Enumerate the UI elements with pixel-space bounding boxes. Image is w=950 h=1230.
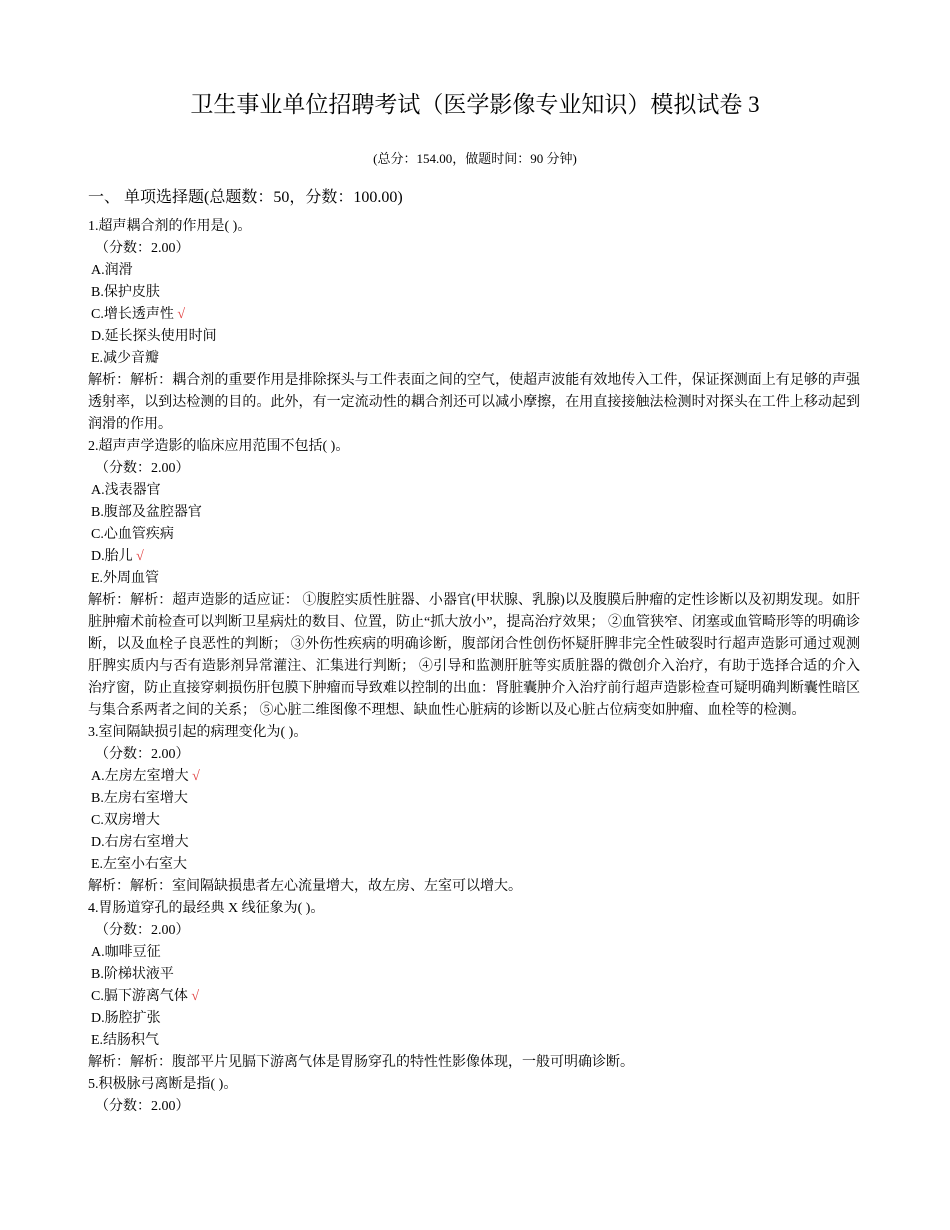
question-score: （分数：2.00） <box>95 241 190 256</box>
question-list <box>88 216 860 1118</box>
option <box>88 810 860 832</box>
question-analysis: 解析：解析：腹部平片见膈下游离气体是胃肠穿孔的特性性影像体现，一般可明确诊断。 <box>88 1055 634 1070</box>
option <box>88 282 860 304</box>
question-score: （分数：2.00） <box>95 1099 190 1114</box>
question-analysis: 解析：解析：室间隔缺损患者左心流量增大，故左房、左室可以增大。 <box>88 879 522 894</box>
option-correct <box>88 304 860 326</box>
option-label: E.外周血管 <box>91 571 160 586</box>
option-label: D.胎儿 <box>91 549 133 564</box>
check-mark-icon: √ <box>177 307 186 322</box>
option-label: C.心血管疾病 <box>91 527 174 542</box>
check-mark-icon: √ <box>191 989 200 1004</box>
option-label: A.润滑 <box>91 263 133 278</box>
option <box>88 326 860 348</box>
option <box>88 480 860 502</box>
question-3 <box>88 722 860 898</box>
option-label: B.腹部及盆腔器官 <box>91 505 202 520</box>
question-5 <box>88 1074 860 1118</box>
option-label: A.左房左室增大 <box>91 769 189 784</box>
option-label: A.咖啡豆征 <box>91 945 161 960</box>
option <box>88 348 860 370</box>
option-label: D.延长探头使用时间 <box>91 329 217 344</box>
option-label: D.肠腔扩张 <box>91 1011 161 1026</box>
option-correct <box>88 766 860 788</box>
question-score: （分数：2.00） <box>95 923 190 938</box>
option-label: C.增长透声性 <box>91 307 174 322</box>
option <box>88 942 860 964</box>
question-stem: 5.积极脉弓离断是指( )。 <box>88 1077 238 1092</box>
page-title: 卫生事业单位招聘考试（医学影像专业知识）模拟试卷 3 <box>190 92 760 117</box>
question-stem: 1.超声耦合剂的作用是( )。 <box>88 219 252 234</box>
section-heading: 一、 单项选择题(总题数：50，分数：100.00) <box>88 189 403 206</box>
option-label: B.阶梯状液平 <box>91 967 174 982</box>
option <box>88 1030 860 1052</box>
question-analysis: 解析：解析：耦合剂的重要作用是排除探头与工件表面之间的空气，使超声波能有效地传入工件，保证探测面上有足够的声强透射率，以到达检测的目的。此外，有一定流动性的耦合剂还可以减小摩擦，在用直接接触法检测时对探头在工件上移动起到润滑的作用。 <box>88 373 860 432</box>
option-correct <box>88 986 860 1008</box>
option-label: E.左室小右室大 <box>91 857 188 872</box>
option-correct <box>88 546 860 568</box>
option-label: C.双房增大 <box>91 813 160 828</box>
question-stem: 2.超声声学造影的临床应用范围不包括( )。 <box>88 439 350 454</box>
question-analysis: 解析：解析：超声造影的适应证： ①腹腔实质性脏器、小器官(甲状腺、乳腺)以及腹膜后肿瘤的定性诊断以及初期发现。如肝脏肿瘤术前检查可以判断卫星病灶的数目、位置，防止“抓大放小”，提高治疗效果； ②血管狭窄、闭塞或血管畸形等的明确诊断，以及血栓子良恶性的判断； ③外伤性疾病的明确诊断，腹部闭合性创伤怀疑肝脾非完全性破裂时行超声造影可通过观测肝脾实质内与否有造影剂异常灌注、汇集进行判断； ④引导和监测肝脏等实质脏器的微创介入治疗，有助于选择合适的介入治疗窗，防止直接穿刺损伤肝包膜下肿瘤而导致难以控制的出血：肾脏囊肿介入治疗前行超声造影检查可疑明确判断囊性暗区与集合系两者之间的关系； ⑤心脏二维图像不理想、缺血性心脏病的诊断以及心脏占位病变如肿瘤、血栓等的检测。 <box>88 593 860 718</box>
option-label: B.保护皮肤 <box>91 285 160 300</box>
question-4 <box>88 898 860 1074</box>
question-stem: 4.胃肠道穿孔的最经典 X 线征象为( )。 <box>88 901 325 916</box>
question-stem: 3.室间隔缺损引起的病理变化为( )。 <box>88 725 308 740</box>
check-mark-icon: √ <box>136 549 144 564</box>
question-1 <box>88 216 860 436</box>
option <box>88 502 860 524</box>
question-score: （分数：2.00） <box>95 747 190 762</box>
question-2 <box>88 436 860 722</box>
option <box>88 788 860 810</box>
option-label: E.减少音瓣 <box>91 351 160 366</box>
option <box>88 260 860 282</box>
option <box>88 832 860 854</box>
check-mark-icon: √ <box>192 769 200 784</box>
option <box>88 964 860 986</box>
option <box>88 568 860 590</box>
question-score: （分数：2.00） <box>95 461 190 476</box>
option-label: C.膈下游离气体 <box>91 989 188 1004</box>
option <box>88 854 860 876</box>
option <box>88 1008 860 1030</box>
option <box>88 524 860 546</box>
option-label: E.结肠积气 <box>91 1033 160 1048</box>
exam-meta: (总分：154.00，做题时间：90 分钟) <box>373 151 577 166</box>
option-label: A.浅表器官 <box>91 483 161 498</box>
option-label: B.左房右室增大 <box>91 791 188 806</box>
option-label: D.右房右室增大 <box>91 835 189 850</box>
